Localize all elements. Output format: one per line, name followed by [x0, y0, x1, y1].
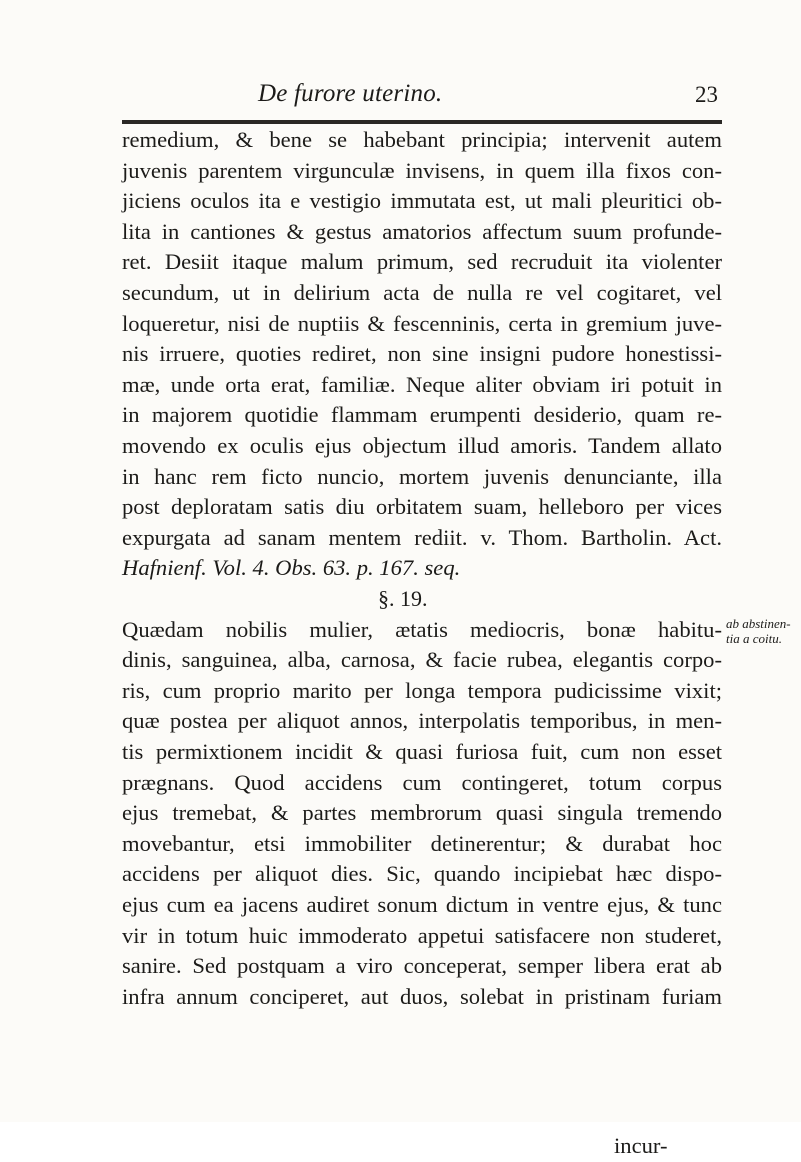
text-line: movendo ex oculis ejus objectum illud amoris. Tandem allato: [122, 433, 722, 458]
text-line: ejus tremebat, & partes membrorum quasi singula tremendo: [122, 800, 722, 826]
marginal-note-line: tia a coitu.: [726, 630, 782, 646]
text-line: mæ, unde orta erat, familiæ. Neque aliter obviam iri potuit in: [122, 371, 722, 397]
text-line: vir in totum huic immoderato appetui satisfacere non studeret,: [122, 922, 722, 948]
marginal-note-line: ab abstinen-: [726, 615, 791, 631]
section-number: §. 19.: [378, 586, 428, 611]
text-line: Quædam nobilis mulier, ætatis mediocris, bonæ habitu-: [122, 616, 722, 642]
text-line: infra annum conciperet, aut duos, solebat in pristinam furiam: [122, 983, 722, 1009]
text-line: ris, cum proprio marito per longa tempora pudicissime vixit;: [122, 677, 722, 703]
text-line: secundum, ut in delirium acta de nulla re vel cogitaret, vel: [122, 280, 722, 305]
page-number: 23: [695, 82, 718, 107]
text-line: ret. Desiit itaque malum primum, sed recruduit ita violenter: [122, 249, 722, 275]
marginal-note: [726, 616, 796, 646]
running-title: De furore uterino.: [258, 80, 443, 107]
catchword: incur-: [614, 1132, 668, 1158]
text-line: in majorem quotidie flammam erumpenti desiderio, quam re-: [122, 402, 722, 428]
text-line: post deploratam satis diu orbitatem suam, helleboro per vices: [122, 494, 722, 520]
text-line: loqueretur, nisi de nuptiis & fescenninis, certa in gremium juve-: [122, 310, 722, 336]
text-line: remedium, & bene se habebant principia; intervenit autem: [122, 127, 722, 152]
text-line: jiciens oculos ita e vestigio immutata est, ut mali pleuritici ob-: [122, 188, 722, 214]
text-line: dinis, sanguinea, alba, carnosa, & facie rubea, elegantis corpo-: [122, 647, 722, 673]
text-line: juvenis parentem virgunculæ invisens, in quem illa fixos con-: [122, 157, 722, 183]
text-line: in hanc rem ficto nuncio, mortem juvenis denunciante, illa: [122, 463, 722, 489]
text-line: sanire. Sed postquam a viro conceperat, semper libera erat ab: [122, 953, 722, 979]
text-line: accidens per aliquot dies. Sic, quando incipiebat hæc dispo-: [122, 861, 722, 887]
text-line: expurgata ad sanam mentem rediit. v. Thom. Bartholin. Act.: [122, 524, 722, 550]
text-line: tis permixtionem incidit & quasi furiosa fuit, cum non esset: [122, 739, 722, 764]
text-line: nis irruere, quoties rediret, non sine insigni pudore honestissi-: [122, 341, 722, 367]
text-line: movebantur, etsi immobiliter detinerentur; & durabat hoc: [122, 830, 722, 856]
citation-line: Hafnienf. Vol. 4. Obs. 63. p. 167. seq.: [122, 555, 461, 581]
text-line: lita in cantiones & gestus amatorios affectum suum profunde-: [122, 218, 722, 244]
text-line: prægnans. Quod accidens cum contingeret, totum corpus: [122, 769, 722, 795]
text-line: quæ postea per aliquot annos, interpolatis temporibus, in men-: [122, 708, 722, 734]
text-line: ejus cum ea jacens audiret sonum dictum in ventre ejus, & tunc: [122, 892, 722, 917]
